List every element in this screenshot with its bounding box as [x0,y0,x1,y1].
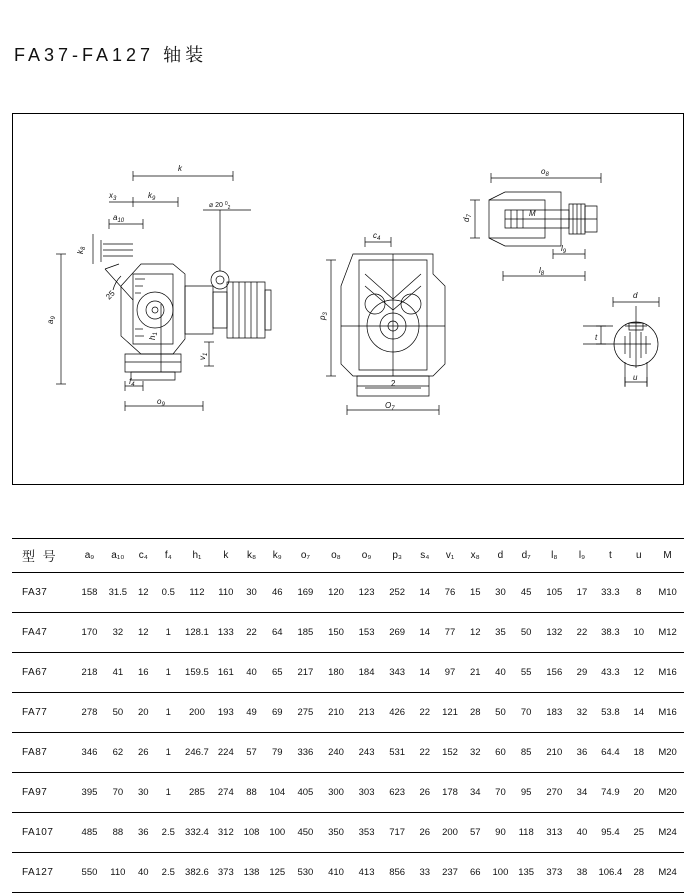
cell-value: 69 [264,693,290,733]
column-header-model: 型 号 [12,539,74,573]
cell-value: 218 [74,653,105,693]
cell-value: M16 [651,653,684,693]
cell-value: 270 [539,773,570,813]
column-header-o8: o₈ [321,539,352,573]
cell-value: 22 [412,733,437,773]
column-header-f4: f₄ [156,539,181,573]
cell-value: 76 [437,573,463,613]
cell-value: 269 [382,613,413,653]
cell-value: 275 [290,693,321,733]
cell-value: 1 [156,653,181,693]
cell-value: 159.5 [181,653,213,693]
cell-value: 118 [513,813,539,853]
cell-value: 125 [264,853,290,893]
cell-value: 193 [213,693,239,733]
svg-text:2: 2 [391,379,396,388]
cell-value: 161 [213,653,239,693]
cell-value: 64 [264,613,290,653]
table-row [12,813,684,853]
cell-model: FA127 [12,853,74,893]
cell-value: 184 [351,653,382,693]
cell-value: 30 [239,573,265,613]
cell-value: 53.8 [594,693,626,733]
cell-value: 178 [437,773,463,813]
cell-value: 183 [539,693,570,733]
table-row [12,733,684,773]
cell-value: 158 [74,573,105,613]
table-row [12,853,684,893]
cell-value: 200 [181,693,213,733]
table-row [12,573,684,613]
column-header-k9: k₉ [264,539,290,573]
cell-value: 12 [626,653,651,693]
cell-value: 123 [351,573,382,613]
cell-value: 274 [213,773,239,813]
cell-value: 343 [382,653,413,693]
svg-text:h1: $h_1$ [148,332,159,340]
cell-value: 74.9 [594,773,626,813]
cell-value: 12 [463,613,488,653]
cell-value: 40 [239,653,265,693]
cell-value: 278 [74,693,105,733]
svg-text:f4: $f_4$ [129,377,135,388]
cell-value: 36 [131,813,156,853]
cell-value: 32 [105,613,131,653]
gearbox-dimension-drawing [13,114,683,484]
cell-value: 243 [351,733,382,773]
svg-text:v1: $v_1$ [198,352,209,360]
svg-text:l9: $l_9$ [561,244,567,255]
cell-value: 60 [488,733,514,773]
cell-value: 120 [321,573,352,613]
cell-value: 50 [105,693,131,733]
column-header-v1: v₁ [437,539,463,573]
cell-value: 40 [131,853,156,893]
cell-value: 14 [412,573,437,613]
column-header-l8: l₈ [539,539,570,573]
table-row [12,613,684,653]
cell-value: 153 [351,613,382,653]
cell-value: 106.4 [594,853,626,893]
cell-value: 55 [513,653,539,693]
cell-value: 46 [264,573,290,613]
cell-value: 32 [463,733,488,773]
cell-value: 57 [463,813,488,853]
cell-value: 38.3 [594,613,626,653]
cell-value: 33.3 [594,573,626,613]
column-header-x8: x₈ [463,539,488,573]
cell-value: 285 [181,773,213,813]
cell-value: 22 [570,613,595,653]
cell-value: 100 [264,813,290,853]
column-header-a10: a₁₀ [105,539,131,573]
cell-value: 623 [382,773,413,813]
cell-value: 485 [74,813,105,853]
cell-value: 410 [321,853,352,893]
svg-text:k8: $k_8$ [76,246,87,254]
svg-text:t: t [595,333,598,342]
svg-text:u: u [633,373,638,382]
cell-value: 312 [213,813,239,853]
column-header-o9: o₉ [351,539,382,573]
cell-value: 237 [437,853,463,893]
cell-value: 170 [74,613,105,653]
cell-value: 426 [382,693,413,733]
cell-value: 353 [351,813,382,853]
cell-value: 252 [382,573,413,613]
column-header-l9: l₉ [570,539,595,573]
table-header-row [12,539,684,573]
cell-value: 79 [264,733,290,773]
cell-value: 40 [570,813,595,853]
cell-model: FA87 [12,733,74,773]
svg-text:a10: $a_{10}$ [113,213,125,224]
cell-value: 28 [626,853,651,893]
svg-text:O7: $O_7$ [385,401,395,412]
cell-value: 346 [74,733,105,773]
cell-value: 38 [570,853,595,893]
cell-value: M12 [651,613,684,653]
svg-text:x3: $x_3$ [109,191,117,202]
cell-value: 405 [290,773,321,813]
cell-value: M20 [651,733,684,773]
table-row [12,693,684,733]
cell-value: 90 [488,813,514,853]
cell-value: 217 [290,653,321,693]
cell-value: M16 [651,693,684,733]
cell-value: 30 [488,573,514,613]
cell-value: 57 [239,733,265,773]
cell-value: 450 [290,813,321,853]
cell-value: 2.5 [156,813,181,853]
cell-value: 26 [412,813,437,853]
cell-value: 14 [626,693,651,733]
cell-value: 95.4 [594,813,626,853]
cell-value: 531 [382,733,413,773]
column-header-t: t [594,539,626,573]
cell-value: 17 [570,573,595,613]
cell-value: 108 [239,813,265,853]
cell-value: 29 [570,653,595,693]
cell-value: 336 [290,733,321,773]
cell-value: 12 [131,573,156,613]
svg-text:o8: $o_8$ [541,167,549,178]
cell-value: 22 [412,693,437,733]
cell-value: 413 [351,853,382,893]
column-header-p3: p₃ [382,539,413,573]
cell-value: 66 [463,853,488,893]
svg-text:25: 25 [104,288,117,302]
cell-value: 121 [437,693,463,733]
page-title: FA37-FA127 轴装 [14,45,208,65]
cell-value: 31.5 [105,573,131,613]
cell-value: 45 [513,573,539,613]
cell-value: 213 [351,693,382,733]
cell-value: 110 [105,853,131,893]
cell-value: 1 [156,773,181,813]
cell-value: 88 [105,813,131,853]
figure-panel [12,113,684,485]
column-header-s4: s₄ [412,539,437,573]
cell-value: 22 [239,613,265,653]
cell-value: 0.5 [156,573,181,613]
cell-model: FA107 [12,813,74,853]
cell-value: 12 [131,613,156,653]
cell-value: 350 [321,813,352,853]
column-header-a9: a₉ [74,539,105,573]
cell-model: FA67 [12,653,74,693]
svg-text:M: M [529,209,536,218]
table-body [12,573,684,893]
cell-value: 200 [437,813,463,853]
cell-model: FA37 [12,573,74,613]
cell-value: 40 [488,653,514,693]
cell-value: 1 [156,733,181,773]
svg-text:c4: $c_4$ [373,231,381,242]
svg-text:p3: $p_3$ [318,312,329,320]
cell-model: FA47 [12,613,74,653]
cell-value: 14 [412,613,437,653]
cell-value: 373 [213,853,239,893]
cell-value: 95 [513,773,539,813]
cell-value: 550 [74,853,105,893]
cell-value: 30 [131,773,156,813]
cell-value: M10 [651,573,684,613]
svg-text:⌀ 20 02: ⌀ 20 $^0_2$ [209,201,231,211]
cell-value: 180 [321,653,352,693]
cell-value: 15 [463,573,488,613]
cell-value: 717 [382,813,413,853]
cell-value: 135 [513,853,539,893]
cell-value: 185 [290,613,321,653]
cell-value: 128.1 [181,613,213,653]
cell-value: 395 [74,773,105,813]
column-header-h1: h₁ [181,539,213,573]
cell-value: 70 [488,773,514,813]
cell-value: 104 [264,773,290,813]
cell-value: 10 [626,613,651,653]
cell-value: 88 [239,773,265,813]
cell-value: 246.7 [181,733,213,773]
cell-value: 110 [213,573,239,613]
cell-value: 16 [131,653,156,693]
cell-value: 35 [488,613,514,653]
cell-value: 373 [539,853,570,893]
cell-value: 50 [513,613,539,653]
cell-model: FA97 [12,773,74,813]
table-row [12,773,684,813]
cell-value: 856 [382,853,413,893]
cell-value: 132 [539,613,570,653]
cell-model: FA77 [12,693,74,733]
cell-value: 210 [321,693,352,733]
cell-value: 14 [412,653,437,693]
cell-value: 8 [626,573,651,613]
cell-value: 105 [539,573,570,613]
svg-text:l8: $l_8$ [539,266,545,277]
cell-value: 224 [213,733,239,773]
column-header-o7: o₇ [290,539,321,573]
cell-value: 240 [321,733,352,773]
column-header-d7: d₇ [513,539,539,573]
svg-text:a9: $a_9$ [46,316,57,324]
column-header-u: u [626,539,651,573]
svg-text:d7: $d_7$ [462,214,473,222]
cell-value: M24 [651,813,684,853]
cell-value: 36 [570,733,595,773]
cell-value: 313 [539,813,570,853]
svg-text:k: k [178,164,182,173]
cell-value: 65 [264,653,290,693]
column-header-m: M [651,539,684,573]
cell-value: 382.6 [181,853,213,893]
cell-value: 34 [463,773,488,813]
cell-value: 210 [539,733,570,773]
cell-value: 20 [626,773,651,813]
svg-text:d: d [633,291,638,300]
cell-value: 43.3 [594,653,626,693]
cell-value: 26 [412,773,437,813]
cell-value: 41 [105,653,131,693]
cell-value: 1 [156,693,181,733]
column-header-k8: k₈ [239,539,265,573]
cell-value: 64.4 [594,733,626,773]
cell-value: 70 [105,773,131,813]
cell-value: 28 [463,693,488,733]
column-header-k: k [213,539,239,573]
cell-value: 62 [105,733,131,773]
svg-text:k9: $k_9$ [148,191,156,202]
cell-value: 26 [131,733,156,773]
cell-value: 49 [239,693,265,733]
cell-value: 34 [570,773,595,813]
cell-value: 18 [626,733,651,773]
cell-value: 97 [437,653,463,693]
cell-value: 300 [321,773,352,813]
cell-value: 169 [290,573,321,613]
cell-value: 303 [351,773,382,813]
column-header-d: d [488,539,514,573]
cell-value: 530 [290,853,321,893]
cell-value: 150 [321,613,352,653]
cell-value: 112 [181,573,213,613]
cell-value: 2.5 [156,853,181,893]
cell-value: 25 [626,813,651,853]
cell-value: 32 [570,693,595,733]
cell-value: 85 [513,733,539,773]
table-row [12,653,684,693]
cell-value: 70 [513,693,539,733]
svg-text:o9: $o_9$ [157,397,165,408]
column-header-c4: c₄ [131,539,156,573]
cell-value: 332.4 [181,813,213,853]
cell-value: 50 [488,693,514,733]
cell-value: 133 [213,613,239,653]
cell-value: 1 [156,613,181,653]
cell-value: 156 [539,653,570,693]
cell-value: 138 [239,853,265,893]
cell-value: 77 [437,613,463,653]
cell-value: 152 [437,733,463,773]
cell-value: 21 [463,653,488,693]
cell-value: 33 [412,853,437,893]
cell-value: M24 [651,853,684,893]
cell-value: 20 [131,693,156,733]
specification-table [12,538,684,893]
cell-value: 100 [488,853,514,893]
cell-value: M20 [651,773,684,813]
